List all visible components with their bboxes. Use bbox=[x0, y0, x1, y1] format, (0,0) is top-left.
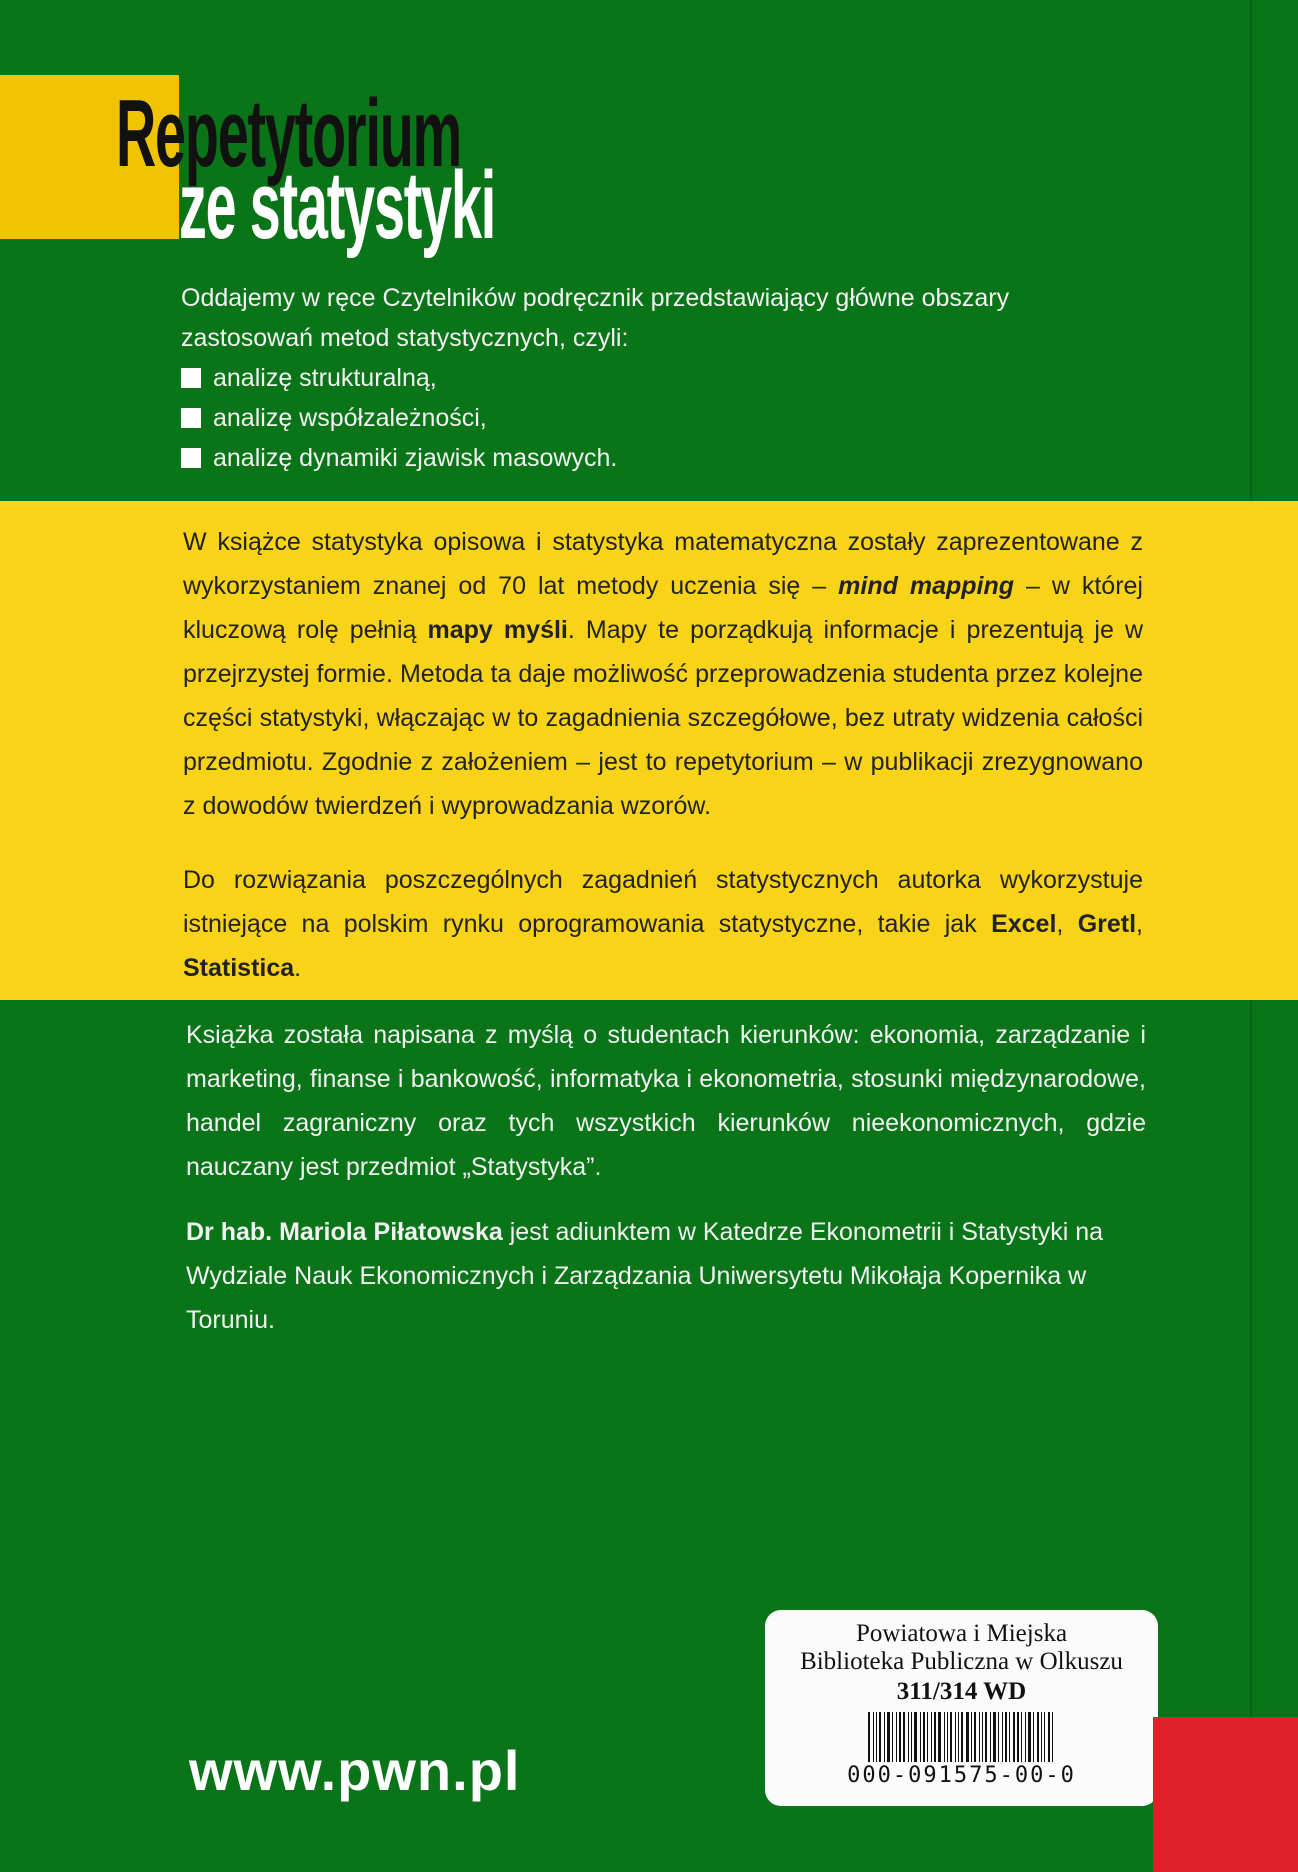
barcode-bar bbox=[1021, 1712, 1022, 1762]
barcode-bar bbox=[1044, 1712, 1045, 1762]
barcode-bar bbox=[966, 1712, 969, 1762]
barcode-bar bbox=[934, 1712, 936, 1762]
software-paragraph: Do rozwiązania poszczególnych zagadnień statystycznych autorka wykorzystuje istniejące na polskim rynku oprogramowania statystyczne, takie jak Excel, Gretl, Statistica. bbox=[183, 866, 1143, 982]
barcode-bar bbox=[947, 1712, 948, 1762]
barcode-bar bbox=[958, 1712, 959, 1762]
barcode-bar bbox=[993, 1712, 996, 1762]
barcode-bar bbox=[1037, 1712, 1039, 1762]
barcode-bar bbox=[944, 1712, 945, 1762]
barcode-bar bbox=[884, 1712, 885, 1762]
barcode-bar bbox=[985, 1712, 987, 1762]
library-label bbox=[765, 1610, 1158, 1806]
barcode-bar bbox=[876, 1712, 877, 1762]
barcode-bar bbox=[1017, 1712, 1019, 1762]
barcode-bar bbox=[982, 1712, 983, 1762]
barcode-bar bbox=[971, 1712, 972, 1762]
author-paragraph: Dr hab. Mariola Piłatowska jest adiunktem w Katedrze Ekonometrii i Statystyki na Wydziale Nauk Ekonomicznych i Zarządzania Uniwersytetu Mikołaja Kopernika w Toruniu. bbox=[186, 1218, 1104, 1334]
barcode-bar bbox=[961, 1712, 963, 1762]
barcode-bar bbox=[927, 1712, 928, 1762]
library-name-line2: Biblioteka Publiczna w Olkuszu bbox=[800, 1648, 1123, 1675]
barcode-bar bbox=[950, 1712, 952, 1762]
barcode-bar bbox=[1002, 1712, 1003, 1762]
barcode-bar bbox=[998, 1712, 999, 1762]
barcode-bar bbox=[974, 1712, 976, 1762]
barcode-bar bbox=[990, 1712, 991, 1762]
barcode bbox=[765, 1712, 1158, 1762]
barcode-bar bbox=[1052, 1712, 1053, 1762]
library-name-line1: Powiatowa i Miejska bbox=[855, 1620, 1068, 1647]
barcode-bar bbox=[899, 1712, 901, 1762]
barcode-bar bbox=[923, 1712, 925, 1762]
barcode-bar bbox=[1025, 1712, 1026, 1762]
barcode-number: 000-091575-00-0 bbox=[847, 1763, 1076, 1788]
square-bullet-icon bbox=[181, 368, 201, 388]
bullet-item: analizę strukturalną, bbox=[181, 358, 1141, 398]
barcode-bar bbox=[979, 1712, 980, 1762]
barcode-bar bbox=[903, 1712, 905, 1762]
square-bullet-icon bbox=[181, 408, 201, 428]
method-paragraph: W książce statystyka opisowa i statystyka matematyczna zostały zaprezentowane z wykorzystaniem znanej od 70 lat metody uczenia się – mind mapping – w której kluczową rolę pełnią mapy myśli. Mapy te porządkują informacje i prezentują je w przejrzystej formie. Metoda ta daje możliwość przeprowadzenia studenta przez kolejne części statystyki, włączając w to zagadnienia szczegółowe, bez utraty widzenia całości przedmiotu. Zgodnie z założeniem – jest to repetytorium – w publikacji zrezygnowano z dowodów twierdzeń i wyprowadzania wzorów. bbox=[183, 528, 1144, 820]
barcode-bar bbox=[892, 1712, 893, 1762]
barcode-bar bbox=[1009, 1712, 1010, 1762]
barcode-bar bbox=[920, 1712, 921, 1762]
barcode-bar bbox=[1005, 1712, 1007, 1762]
barcode-bar bbox=[911, 1712, 912, 1762]
intro-section bbox=[181, 278, 1141, 478]
publisher-website: www.pwn.pl bbox=[189, 1739, 521, 1802]
audience-paragraph: Książka została napisana z myślą o studentach kierunków: ekonomia, zarządzanie i marketing, finanse i bankowość, informatyka i ekonometria, stosunki międzynarodowe, handel zagraniczny oraz tych wszystkich kierunków nieekonomicznych, gdzie nauczany jest przedmiot „Statystyka”. bbox=[186, 1021, 1146, 1181]
barcode-bar bbox=[1013, 1712, 1015, 1762]
intro-text: Oddajemy w ręce Czytelników podręcznik przedstawiający główne obszary zastosowań metod statystycznych, czyli: bbox=[181, 284, 1010, 352]
barcode-bar bbox=[931, 1712, 932, 1762]
bullet-item: analizę dynamiki zjawisk masowych. bbox=[181, 438, 1141, 478]
red-sticker bbox=[1153, 1717, 1298, 1872]
bullet-item: analizę współzależności, bbox=[181, 398, 1141, 438]
square-bullet-icon bbox=[181, 448, 201, 468]
barcode-bar bbox=[938, 1712, 941, 1762]
barcode-bar bbox=[896, 1712, 897, 1762]
barcode-bar bbox=[914, 1712, 917, 1762]
barcode-bar bbox=[868, 1712, 870, 1762]
barcode-bar bbox=[1048, 1712, 1050, 1762]
book-title-line2: ze statystyki bbox=[179, 152, 496, 259]
barcode-bar bbox=[1028, 1712, 1031, 1762]
barcode-bar bbox=[873, 1712, 874, 1762]
book-title-line1: Repetytorium bbox=[116, 80, 461, 187]
call-number: 311/314 WD bbox=[896, 1678, 1027, 1705]
barcode-bar bbox=[1041, 1712, 1042, 1762]
barcode-bar bbox=[908, 1712, 909, 1762]
barcode-bar bbox=[879, 1712, 881, 1762]
barcode-bar bbox=[955, 1712, 956, 1762]
barcode-bar bbox=[1033, 1712, 1034, 1762]
barcode-bar bbox=[887, 1712, 890, 1762]
